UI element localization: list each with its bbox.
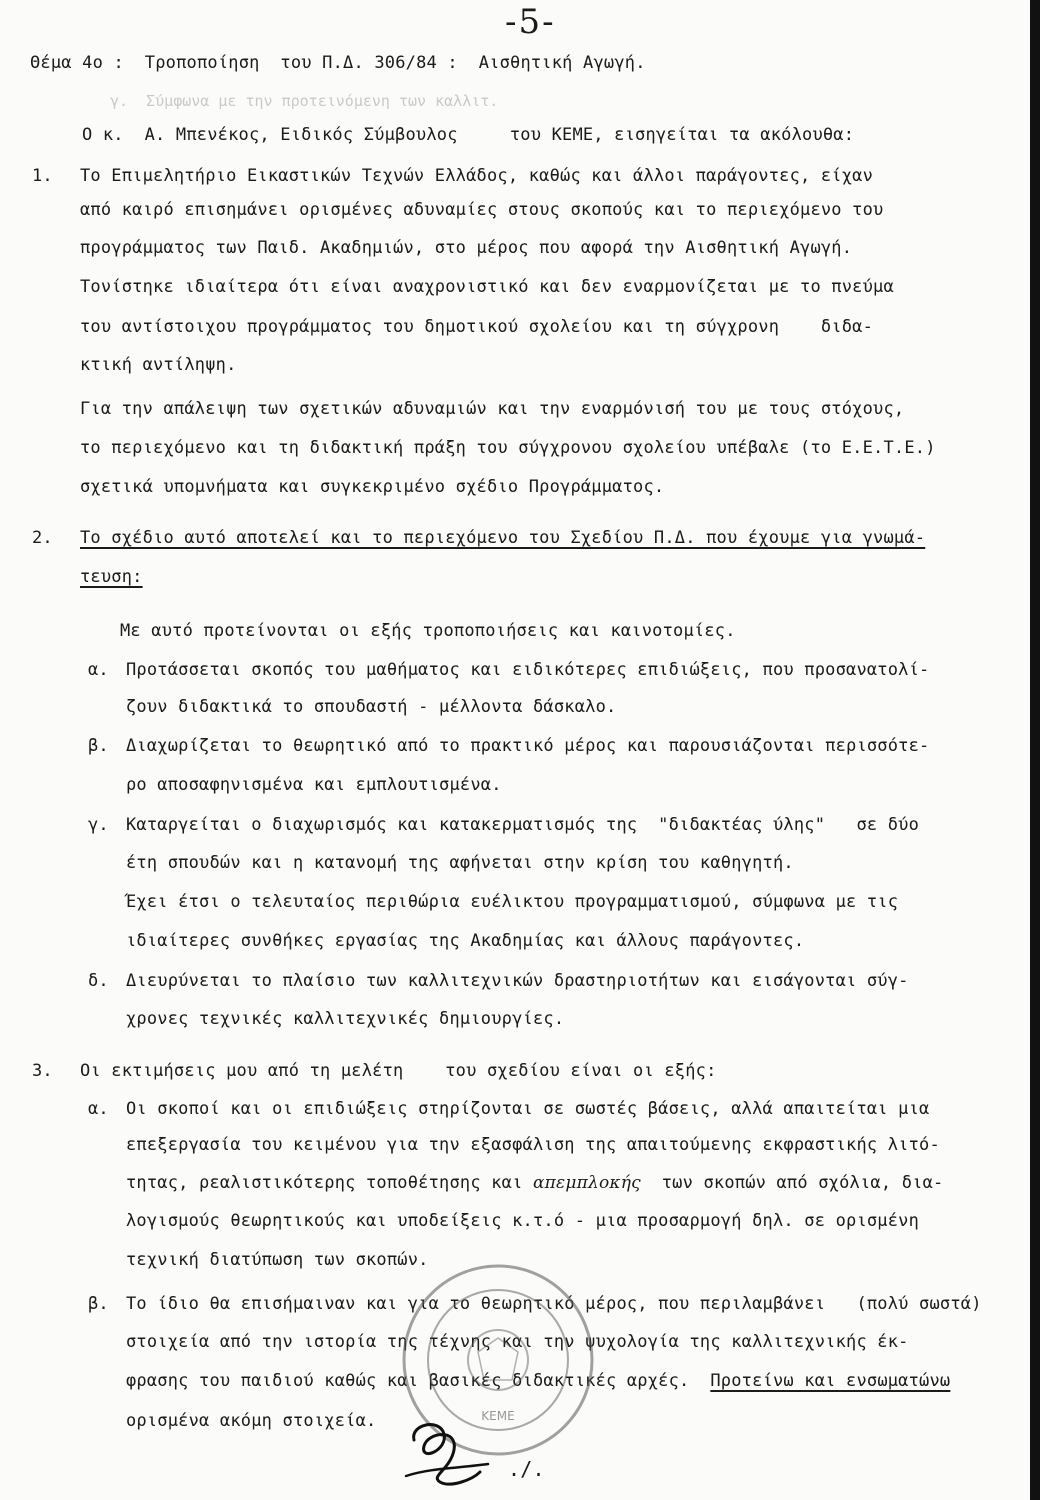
s1-line-1: Το Επιμελητήριο Εικαστικών Τεχνών Ελλάδος, καθώς και άλλοι παράγοντες, είχαν (80, 166, 874, 186)
s2b-line-2: ρο αποσαφηνισμένα και εμπλουτισμένα. (126, 775, 502, 795)
section-2-number: 2. (32, 528, 53, 548)
s2d-line-1: Διευρύνεται το πλαίσιο των καλλιτεχνικών δραστηριοτήτων και εισάγονται σύγ- (126, 971, 909, 991)
s3a-line-3-end: των σκοπών από σχόλια, δια- (640, 1173, 944, 1193)
s1-line-9: σχετικά υπομνήματα και συγκεκριμένο σχέδιο Προγράμματος. (80, 477, 665, 497)
s2c-line-1: Καταργείται ο διαχωρισμός και κατακερματισμός της "διδακτέας ύλης" σε δύο (126, 815, 920, 835)
s1-line-6: κτική αντίληψη. (80, 355, 237, 375)
intro-line: Ο κ. Α. Μπενέκος, Ειδικός Σύμβουλος του ΚΕΜΕ, εισηγείται τα ακόλουθα: (82, 125, 855, 145)
s3b-line-4: ορισμένα ακόμη στοιχεία. (126, 1411, 377, 1431)
s3b-line-3-start: φρασης του παιδιού καθώς και βασικές διδακτικές αρχές. (126, 1371, 711, 1391)
s3b-line-2: στοιχεία από την ιστορία της τέχνης και την ψυχολογία της καλλιτεχνικής έκ- (126, 1332, 909, 1352)
s3b-line-1: Το ίδιο θα επισήμαιναν και για το θεωρητικό μέρος, που περιλαμβάνει (πολύ σωστά) (126, 1294, 982, 1314)
s2c-label: γ. (88, 815, 109, 835)
s3a-line-4: λογισμούς θεωρητικούς και υποδείξεις κ.τ.ό - μια προσαρμογή δηλ. σε ορισμένη (126, 1211, 920, 1231)
s1-line-7: Για την απάλειψη των σχετικών αδυναμιών και την εναρμόνισή του με τους στόχους, (80, 399, 905, 419)
s1-line-5: του αντίστοιχου προγράμματος του δημοτικού σχολείου και τη σύγχρονη διδα- (80, 317, 874, 337)
s2b-label: β. (88, 736, 109, 756)
show-through: γ. Σύμφωνα με την προτεινόμενη των καλλιτ. (110, 92, 499, 110)
s2c-line-4: ιδιαίτερες συνθήκες εργασίας της Ακαδημίας και άλλους παράγοντες. (126, 931, 805, 951)
s3b-line-3-underlined: Προτείνω και ενσωματώνω (710, 1371, 951, 1391)
s3a-line-5: τεχνική διατύπωση των σκοπών. (126, 1250, 429, 1270)
s2c-line-2: έτη σπουδών και η κατανομή της αφήνεται στην κρίση του καθηγητή. (126, 853, 794, 873)
s2a-label: α. (88, 660, 109, 680)
scan-edge (1030, 0, 1040, 1500)
s3a-label: α. (88, 1099, 109, 1119)
stamp-label: ΚΕΜΕ (481, 1409, 515, 1423)
section-3-number: 3. (32, 1061, 53, 1081)
s2d-line-2: χρονες τεχνικές καλλιτεχνικές δημιουργίες. (126, 1009, 565, 1029)
continuation-mark: ./. (508, 1457, 545, 1481)
s1-line-2: από καιρό επισημάνει ορισμένες αδυναμίες στους σκοπούς και το περιεχόμενο του (80, 200, 884, 220)
signature-icon (400, 1410, 495, 1490)
s3a-line-1: Οι σκοποί και οι επιδιώξεις στηρίζονται σε σωστές βάσεις, αλλά απαιτείται μια (126, 1099, 930, 1119)
heading: Θέμα 4ο : Τροποποίηση του Π.Δ. 306/84 : Αισθητική Αγωγή. (30, 53, 646, 73)
s2a-line-2: ζουν διδακτικά το σπουδαστή - μέλλοντα δάσκαλο. (126, 697, 617, 717)
s3-line-1: Οι εκτιμήσεις μου από τη μελέτη του σχεδίου είναι οι εξής: (80, 1061, 717, 1081)
handwritten-correction: απεμπλοκής (532, 1173, 641, 1193)
s3a-line-2: επεξεργασία του κειμένου για την εξασφάλιση της απαιτούμενης εκφραστικής λιτό- (126, 1135, 940, 1155)
section-1-number: 1. (32, 166, 53, 186)
s2c-line-3: Έχει έτσι ο τελευταίος περιθώρια ευέλικτου προγραμματισμού, σύμφωνα με τις (126, 892, 899, 912)
s3a-line-3 (126, 1172, 943, 1194)
s2-line-2: τευση: (80, 567, 143, 587)
s2a-line-1: Προτάσσεται σκοπός του μαθήματος και ειδικότερες επιδιώξεις, που προσανατολί- (126, 660, 930, 680)
s3b-label: β. (88, 1294, 109, 1314)
s1-line-4: Τονίστηκε ιδιαίτερα ότι είναι αναχρονιστικό και δεν εναρμονίζεται με το πνεύμα (80, 277, 894, 297)
page-number: -5- (505, 2, 556, 42)
s2b-line-1: Διαχωρίζεται το θεωρητικό από το πρακτικό μέρος και παρουσιάζονται περισσότε- (126, 736, 930, 756)
s1-line-8: το περιεχόμενο και τη διδακτική πράξη του σύγχρονου σχολείου υπέβαλε (το Ε.Ε.Τ.Ε.) (80, 438, 936, 458)
s1-line-3: προγράμματος των Παιδ. Ακαδημιών, στο μέρος που αφορά την Αισθητική Αγωγή. (80, 238, 853, 258)
s2d-label: δ. (88, 971, 109, 991)
s3a-line-3-start: τητας, ρεαλιστικότερης τοποθέτησης και (126, 1173, 533, 1193)
s2-line-1: Το σχέδιο αυτό αποτελεί και το περιεχόμενο του Σχεδίου Π.Δ. που έχουμε για γνωμά- (80, 528, 926, 548)
s2-line-3: Με αυτό προτείνονται οι εξής τροποποιήσεις και καινοτομίες. (120, 621, 736, 641)
